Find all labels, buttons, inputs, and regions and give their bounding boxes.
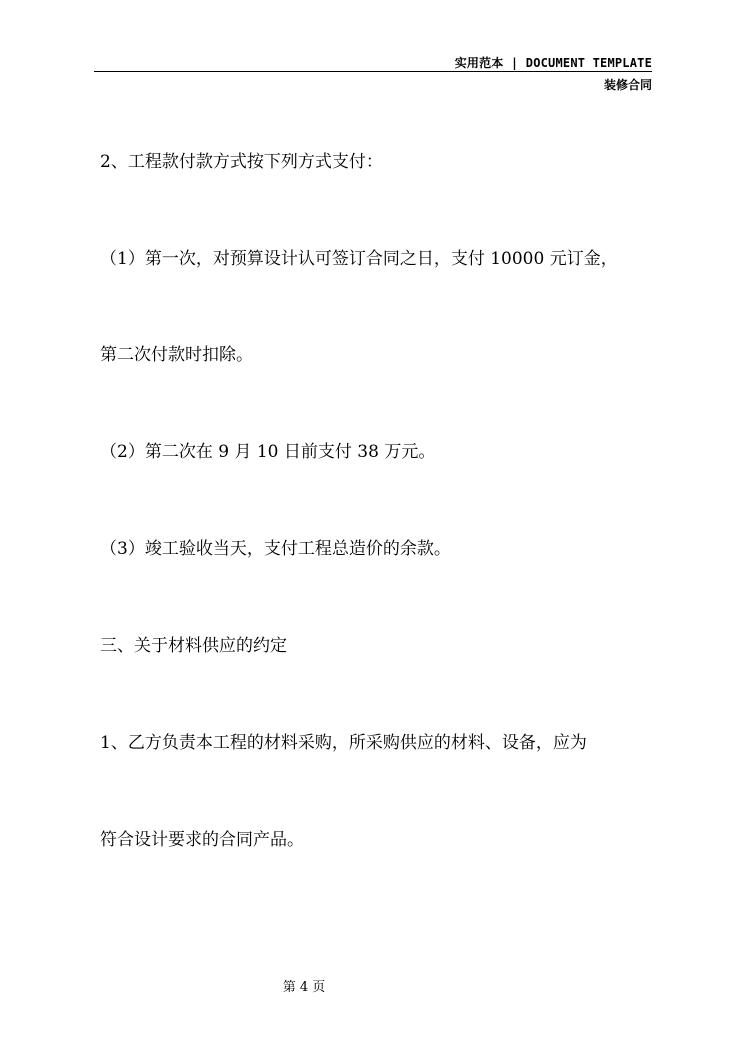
paragraph: 符合设计要求的合同产品。: [100, 830, 304, 850]
paragraph: （2）第二次在 9 月 10 日前支付 38 万元。: [100, 442, 436, 462]
section-heading: 三、关于材料供应的约定: [100, 636, 287, 656]
header-subtitle: 装修合同: [603, 78, 652, 92]
header-divider: [94, 71, 652, 72]
paragraph: 第二次付款时扣除。: [100, 345, 253, 365]
header-title: 实用范本 | DOCUMENT TEMPLATE: [454, 56, 652, 70]
paragraph: （1）第一次，对预算设计认可签订合同之日，支付 10000 元订金，: [100, 249, 618, 269]
paragraph: 1、乙方负责本工程的材料采购，所采购供应的材料、设备，应为: [100, 733, 587, 753]
paragraph: （3）竣工验收当天，支付工程总造价的余款。: [100, 539, 451, 559]
page-number: 第 4 页: [282, 980, 326, 995]
paragraph: 2、工程款付款方式按下列方式支付：: [100, 152, 383, 172]
